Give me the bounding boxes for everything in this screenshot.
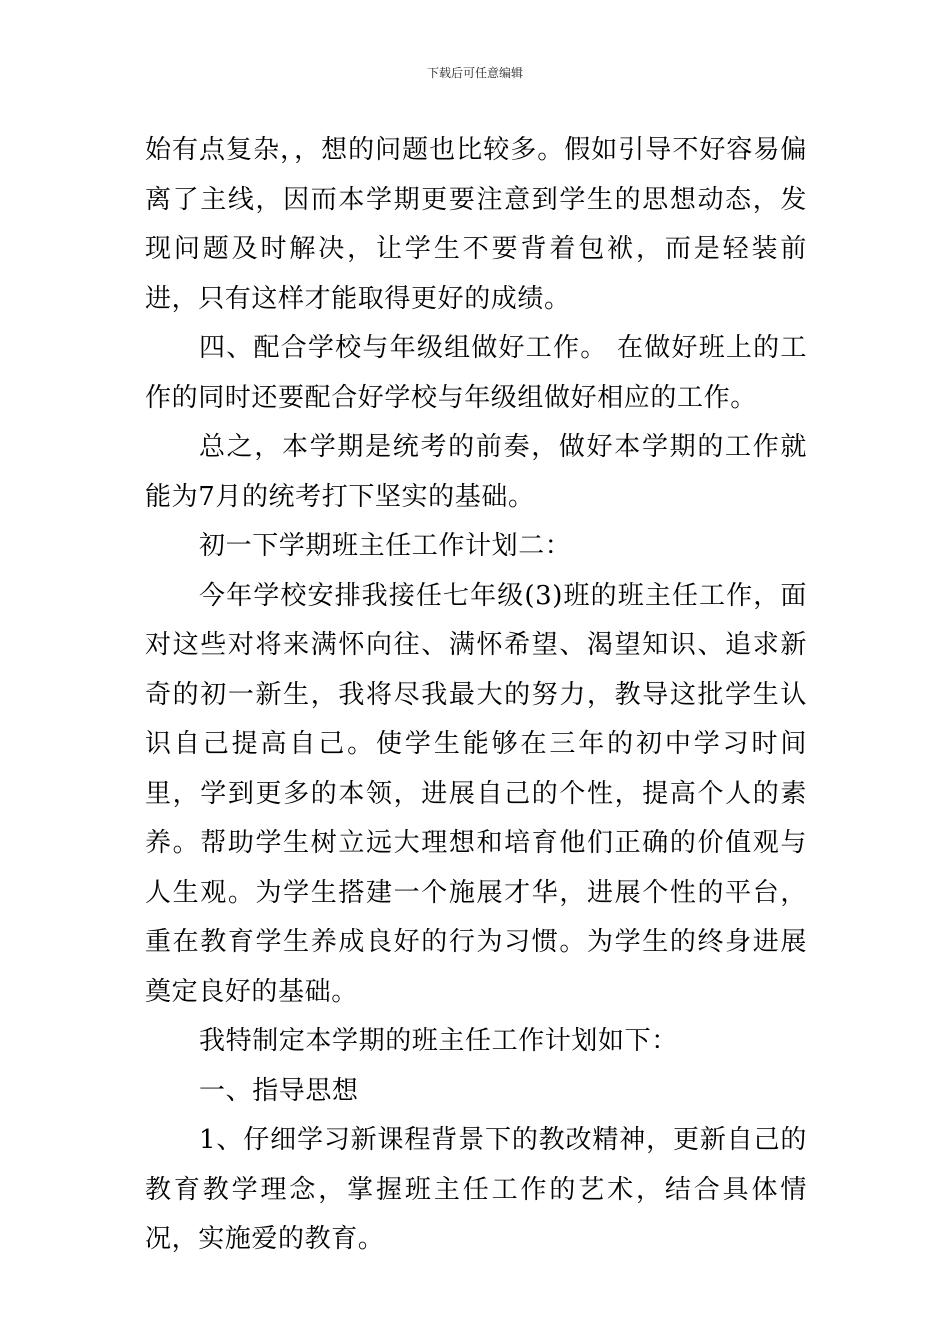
paragraph-item-one: 1、仔细学习新课程背景下的教改精神，更新自己的教育教学理念，掌握班主任工作的艺术，结合具体情况，实施爱的教育。 (145, 1125, 807, 1254)
paragraph-section-four: 四、配合学校与年级组做好工作。 在做好班上的工作的同时还要配合好学校与年级组做好相应的工作。 (145, 333, 807, 413)
paragraph-heading-guiding-idea: 一、指导思想 (199, 1075, 359, 1106)
paragraph-plan-two-title: 初一下学期班主任工作计划二： (199, 531, 572, 561)
paragraph-plan-lead: 我特制定本学期的班主任工作计划如下： (199, 1026, 678, 1056)
page-header-note: 下载后可任意编辑 (426, 66, 523, 80)
paragraph-continuation: 始有点复杂，，想的问题也比较多。假如引导不好容易偏离了主线，因而本学期更要注意到学生的思想动态，发现问题及时解决，让学生不要背着包袱，而是轻装前进，只有这样才能取得更好的成绩。 (145, 135, 807, 314)
document-body (145, 126, 807, 1265)
paragraph-summary: 总之，本学期是统考的前奏，做好本学期的工作就能为7月的统考打下坚实的基础。 (145, 432, 807, 512)
paragraph-intro: 今年学校安排我接任七年级(3)班的班主任工作，面对这些对将来满怀向往、满怀希望、渴望知识、追求新奇的初一新生，我将尽我最大的努力，教导这批学生认识自己提高自己。使学生能够在三年的初中学习时间里，学到更多的本领，进展自己的个性，提高个人的素养。帮助学生树立远大理想和培育他们正确的价值观与人生观。为学生搭建一个施展才华，进展个性的平台，重在教育学生养成良好的行为习惯。为学生的终身进展奠定良好的基础。 (145, 580, 807, 1007)
